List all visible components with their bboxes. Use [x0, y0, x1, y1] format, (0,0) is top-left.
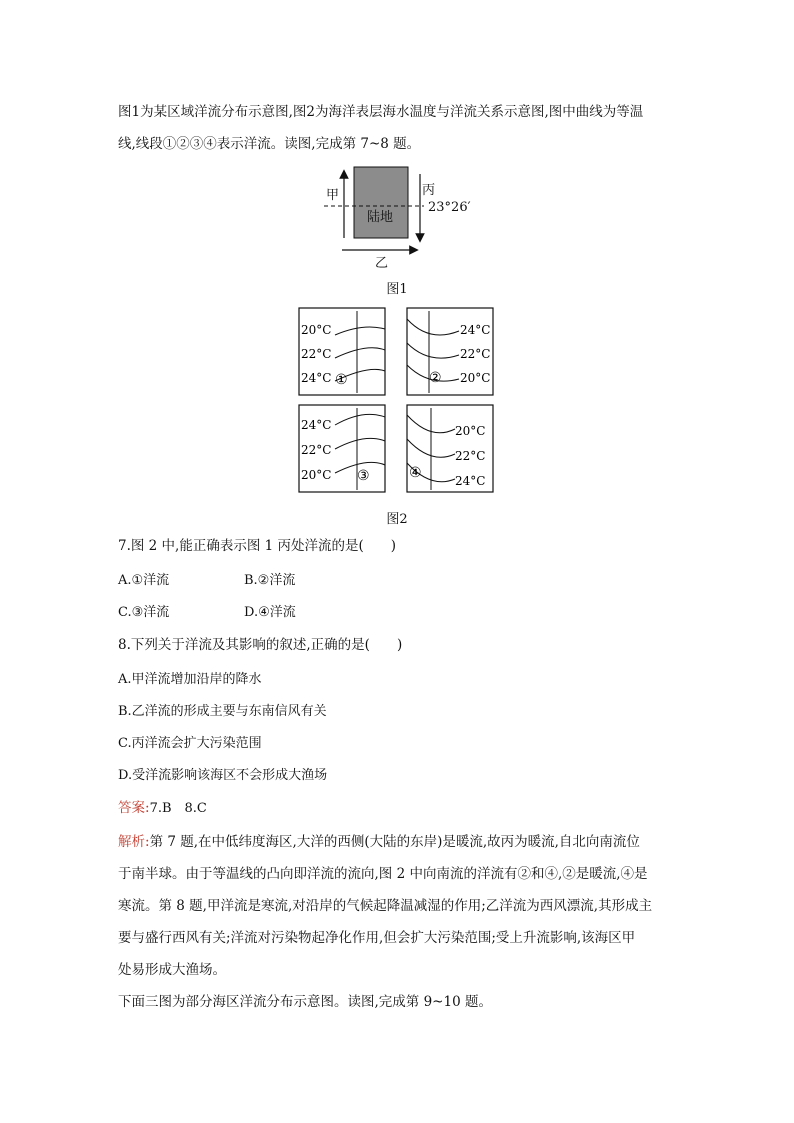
land-block	[354, 167, 408, 238]
panel-3	[299, 405, 385, 492]
label-yi: 乙	[375, 256, 389, 270]
panel-1-id: ①	[335, 372, 348, 388]
panel-4	[407, 405, 493, 492]
panel-3-iso-1: 24°C	[301, 418, 332, 432]
explanation-label: 解析:	[118, 834, 150, 850]
panel-4-id: ④	[409, 465, 422, 481]
panel-1-iso-3: 24°C	[301, 371, 332, 385]
explanation-line-5: 处易形成大渔场。	[118, 962, 226, 978]
answer-line	[118, 798, 678, 819]
label-bing: 丙	[422, 183, 436, 198]
panel-3-iso-3: 20°C	[301, 468, 332, 482]
q8-option-a[interactable]: A.甲洋流增加沿岸的降水	[118, 672, 262, 687]
latitude-label: 23°26′	[428, 200, 471, 215]
label-jia: 甲	[326, 188, 340, 203]
panel-3-iso-2: 22°C	[301, 443, 332, 457]
panel-3-id: ③	[357, 468, 370, 484]
q7-option-d[interactable]: D.④洋流	[244, 605, 296, 620]
land-label: 陆地	[367, 210, 394, 225]
explanation-line-4: 要与盛行西风有关;洋流对污染物起净化作用,但会扩大污染范围;受上升流影响,该海区甲	[118, 930, 636, 946]
q7-stem: 7.图 2 中,能正确表示图 1 丙处洋流的是( )	[118, 538, 397, 554]
figure-1-caption: 图1	[386, 282, 408, 297]
intro-line-2: 线,线段①②③④表示洋流。读图,完成第 7~8 题。	[118, 136, 421, 152]
figure-2	[295, 305, 500, 497]
answer-text: 7.B 8.C	[149, 801, 207, 816]
q8-option-c[interactable]: C.丙洋流会扩大污染范围	[118, 736, 262, 751]
panel-4-iso-3: 24°C	[455, 474, 486, 488]
panel-4-iso-1: 20°C	[455, 424, 486, 438]
figure-1	[320, 160, 500, 270]
q8-option-b[interactable]: B.乙洋流的形成主要与东南信风有关	[118, 704, 327, 719]
panel-2-id: ②	[429, 370, 442, 386]
panel-1-iso-2: 22°C	[301, 347, 332, 361]
q7-option-c[interactable]: C.③洋流	[118, 605, 170, 620]
explanation-line-1	[118, 832, 678, 852]
q8-stem: 8.下列关于洋流及其影响的叙述,正确的是( )	[118, 637, 403, 653]
panel-4-iso-2: 22°C	[455, 449, 486, 463]
explanation-line-3: 寒流。第 8 题,甲洋流是寒流,对沿岸的气候起降温减湿的作用;乙洋流为西风漂流,其形成主	[118, 898, 653, 914]
intro-line-1: 图1为某区域洋流分布示意图,图2为海洋表层海水温度与洋流关系示意图,图中曲线为等温	[118, 104, 644, 120]
explanation-text-1: 第 7 题,在中低纬度海区,大洋的西侧(大陆的东岸)是暖流,故丙为暖流,自北向南流位	[149, 834, 640, 850]
q7-option-a[interactable]: A.①洋流	[118, 573, 170, 588]
panel-1-iso-1: 20°C	[301, 323, 332, 337]
panel-2-iso-3: 20°C	[460, 371, 491, 385]
q8-option-d[interactable]: D.受洋流影响该海区不会形成大渔场	[118, 768, 328, 783]
panel-1	[299, 308, 385, 395]
panel-2-iso-2: 22°C	[460, 347, 491, 361]
panel-2	[407, 308, 493, 395]
figure-2-caption: 图2	[386, 512, 408, 527]
q7-option-b[interactable]: B.②洋流	[244, 573, 296, 588]
next-instruction: 下面三图为部分海区洋流分布示意图。读图,完成第 9~10 题。	[118, 994, 492, 1010]
explanation-line-2: 于南半球。由于等温线的凸向即洋流的流向,图 2 中向南流的洋流有②和④,②是暖流,④是	[118, 866, 648, 882]
answer-label: 答案:	[118, 800, 150, 816]
panel-2-iso-1: 24°C	[460, 323, 491, 337]
